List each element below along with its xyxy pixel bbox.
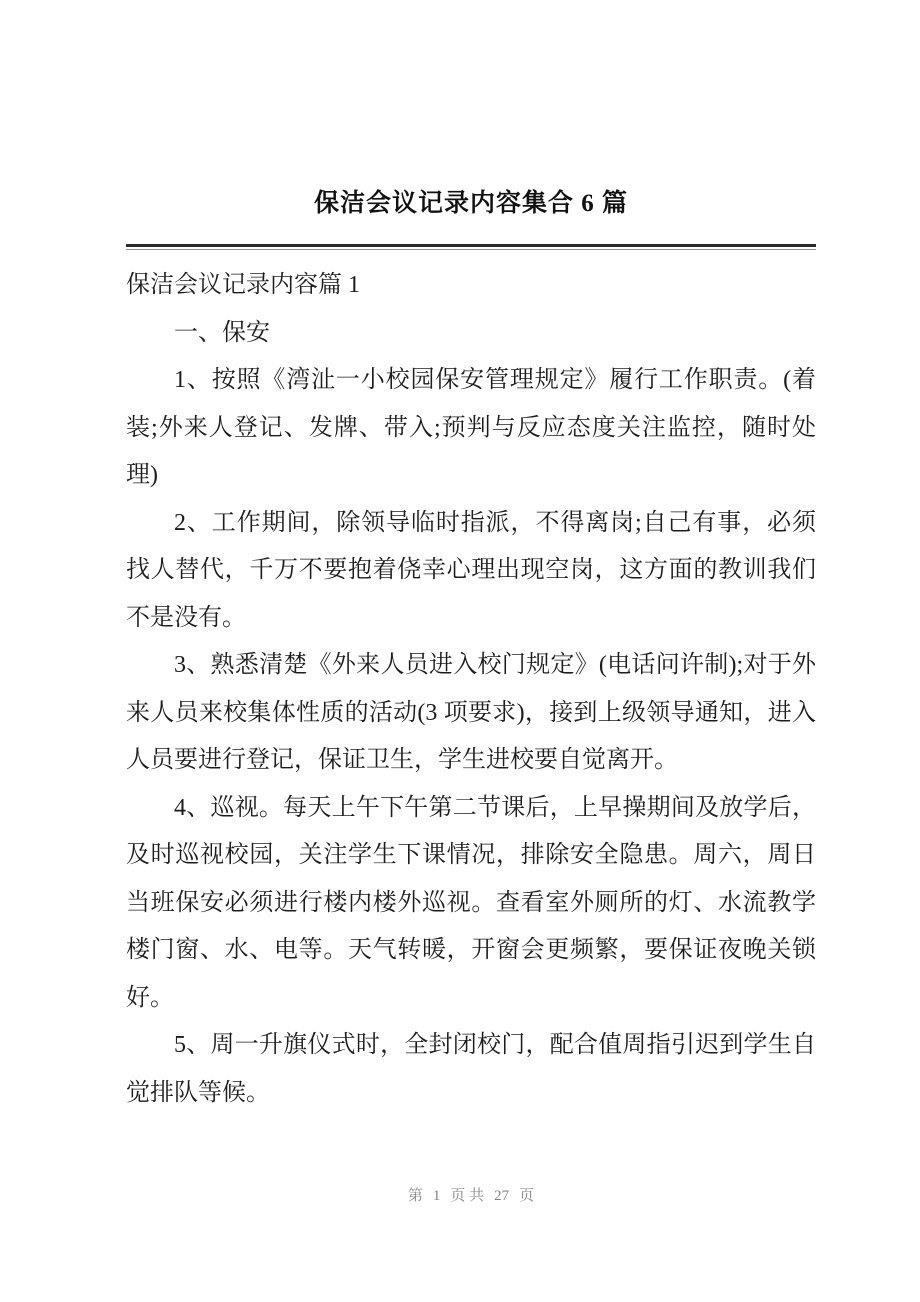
paragraph-security-heading: 一、保安: [174, 319, 270, 346]
footer-total-pages: 27: [494, 1188, 510, 1204]
document-content: [126, 0, 816, 1117]
footer-label-middle: 页 共: [450, 1188, 485, 1204]
paragraph-item-4: 4、巡视。每天上午下午第二节课后，上早操期间及放学后，及时巡视校园，关注学生下课情况，排除安全隐患。周六，周日当班保安必须进行楼内楼外巡视。查看室外厕所的灯、水流教学楼门窗、水、电等。天气转暖，开窗会更频繁，要保证夜晚关锁好。: [126, 794, 816, 1011]
paragraph-item-3: 3、熟悉清楚《外来人员进入校门规定》(电话问许制);对于外来人员来校集体性质的活动(3 项要求)，接到上级领导通知，进入人员要进行登记，保证卫生，学生进校要自觉离开。: [126, 652, 816, 773]
title-divider-rule: [126, 244, 816, 250]
footer-page-number: 1: [432, 1188, 441, 1204]
section-heading: 保洁会议记录内容篇 1: [126, 272, 360, 298]
paragraph-item-2: 2、工作期间，除领导临时指派，不得离岗;自己有事，必须找人替代，千万不要抱着侥幸心理出现空岗，这方面的教训我们不是没有。: [126, 509, 816, 631]
paragraph-item-5: 5、周一升旗仪式时，全封闭校门，配合值周指引迟到学生自觉排队等候。: [126, 1032, 816, 1106]
footer-label-pages: 页: [519, 1188, 535, 1204]
footer-label-page: 第: [407, 1188, 423, 1204]
document-title: 保洁会议记录内容集合 6 篇: [313, 190, 628, 217]
document-body: [126, 262, 816, 1117]
paragraph-item-1: 1、按照《湾沚一小校园保安管理规定》履行工作职责。(着装;外来人登记、发牌、带入;预判与反应态度关注监控，随时处理): [126, 367, 816, 488]
page-footer: [126, 1186, 816, 1206]
